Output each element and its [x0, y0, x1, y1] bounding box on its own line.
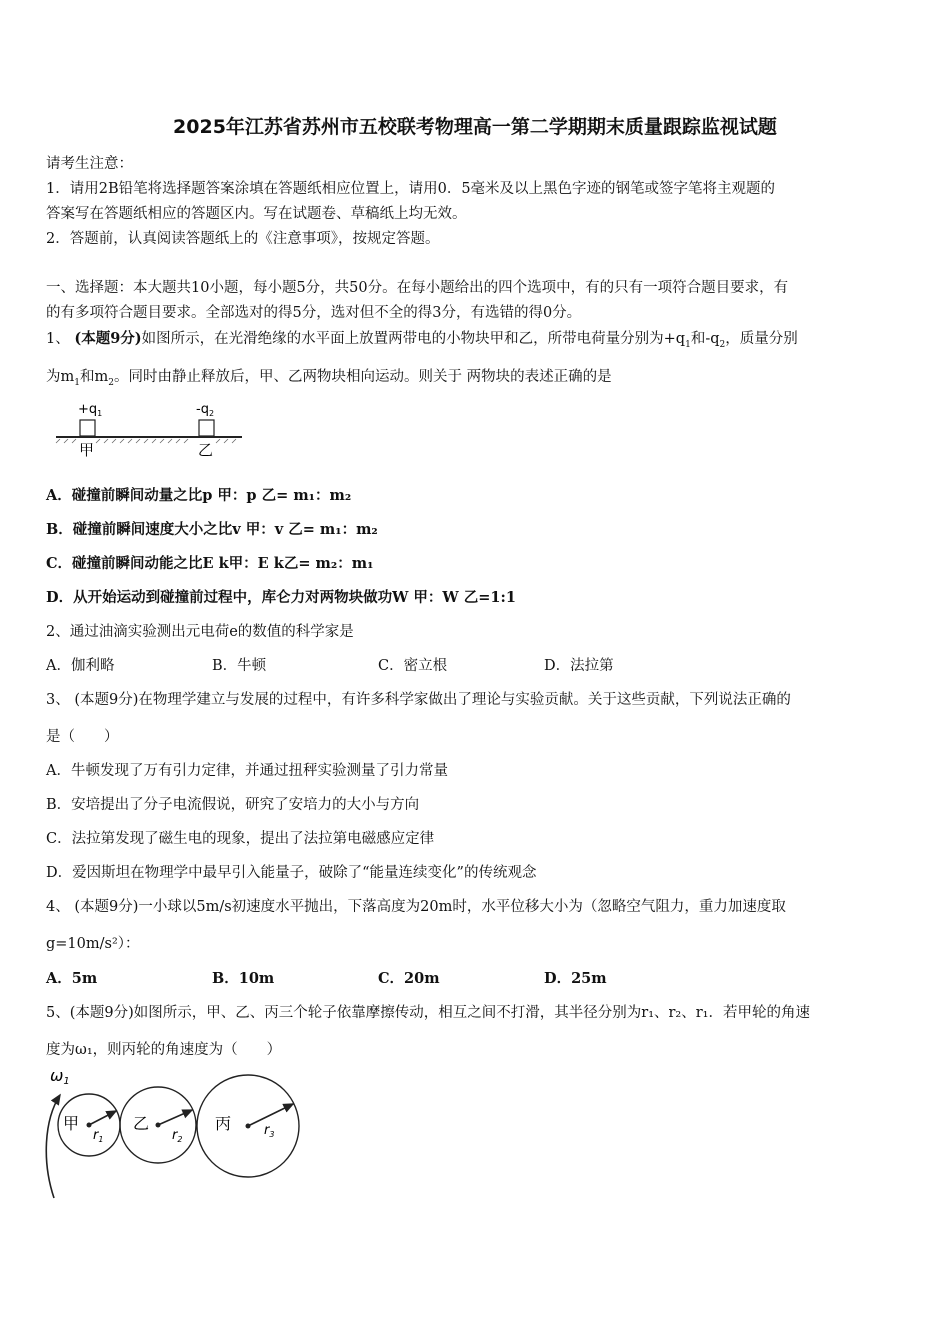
- q5-wheel-yi-name: 乙: [133, 1114, 150, 1133]
- q1-sub2: 2: [719, 339, 726, 350]
- q5-stem-line2: 度为ω₁，则丙轮的角速度为（ ）: [46, 1042, 282, 1058]
- q5-radius-bing: [248, 1104, 293, 1126]
- q1-text2c: 。同时由静止释放后，甲、乙两物块相向运动。则关于 两物块的表述正确的是: [113, 369, 612, 385]
- notice-item-2: 2．答题前，认真阅读答题纸上的《注意事项》，按规定答题。: [46, 231, 440, 247]
- q1-block-jia: [80, 420, 95, 436]
- q5-omega-label: ω1: [50, 1066, 70, 1087]
- q5-rotation-arrow: [46, 1095, 60, 1198]
- q5-radius-yi: [158, 1110, 192, 1125]
- q1-text1c: ，质量分别: [725, 331, 798, 347]
- q1-text2b-sub: 2: [108, 377, 114, 388]
- q2-option-a[interactable]: A．伽利略: [46, 658, 115, 674]
- q4-option-a[interactable]: A．5m: [46, 970, 98, 987]
- q1-option-b[interactable]: B．碰撞前瞬间速度大小之比v 甲：v 乙= m₁：m₂: [46, 521, 378, 538]
- section-heading: 一、选择题：本大题共10小题，每小题5分，共50分。在每小题给出的四个选项中，有的只有一项符合题目要求，有: [46, 280, 789, 296]
- q5-radius-jia: [89, 1111, 116, 1125]
- q1-text2a-sub: 1: [74, 377, 80, 388]
- q5-radius-label-jia: $r_1$: [93, 1128, 104, 1144]
- q1-score: (本题9分): [74, 330, 142, 347]
- q1-text1b: 和-q: [690, 331, 720, 347]
- q5-wheel-jia-name: 甲: [63, 1114, 80, 1133]
- notice-item-1-cont: 答案写在答题纸相应的答题区内。写在试题卷、草稿纸上均无效。: [46, 206, 467, 222]
- q4-options: [46, 967, 908, 988]
- q1-text1: 如图所示，在光滑绝缘的水平面上放置两带电的小物块甲和乙，所带电荷量分别为+q: [141, 331, 686, 347]
- section-heading-cont: 的有多项符合题目要求。全部选对的得5分，选对但不全的得3分，有选错的得0分。: [46, 305, 582, 321]
- q2-option-d[interactable]: D．法拉第: [544, 658, 614, 674]
- q3-option-a[interactable]: A．牛顿发现了万有引力定律，并通过扭秤实验测量了引力常量: [46, 763, 448, 779]
- q4-option-b[interactable]: B．10m: [212, 970, 275, 987]
- q1-label-jia: 甲: [79, 441, 95, 459]
- notice-heading: 请考生注意：: [46, 156, 133, 172]
- q1-prefix: 1、: [46, 331, 70, 347]
- q5-wheel-bing-name: 丙: [215, 1114, 232, 1133]
- q3-option-d[interactable]: D．爱因斯坦在物理学中最早引入能量子，破除了“能量连续变化”的传统观念: [46, 865, 537, 881]
- q3-stem-line1: 3、 (本题9分)在物理学建立与发展的过程中，有许多科学家做出了理论与实验贡献。关于这些贡献，下列说法正确的: [46, 692, 791, 708]
- q2-options: [46, 654, 908, 675]
- q4-stem-line1: 4、 (本题9分)一小球以5m/s初速度水平抛出，下落高度为20m时，水平位移大小为（忽略空气阻力，重力加速度取: [46, 899, 786, 915]
- q5-stem-line1: 5、(本题9分)如图所示，甲、乙、丙三个轮子依靠摩擦传动，相互之间不打滑，其半径分别为r₁、r₂、r₁．若甲轮的角速: [46, 1005, 810, 1021]
- page-title: 2025年江苏省苏州市五校联考物理高一第二学期期末质量跟踪监视试题: [173, 116, 777, 138]
- q1-figure-label-q1: $+q_1$: [78, 402, 103, 418]
- q1-text2b: 和m: [79, 369, 109, 385]
- q5-figure: [40, 1062, 305, 1204]
- q3-option-c[interactable]: C．法拉第发现了磁生电的现象，提出了法拉第电磁感应定律: [46, 831, 435, 847]
- q1-option-d[interactable]: D．从开始运动到碰撞前过程中，库仑力对两物块做功W 甲：W 乙=1:1: [46, 589, 516, 606]
- q1-text2a: 为m: [46, 369, 75, 385]
- q1-figure-label-q2: $-q_2$: [196, 402, 215, 418]
- q1-option-a[interactable]: A．碰撞前瞬间动量之比p 甲：p 乙= m₁：m₂: [46, 487, 352, 504]
- q3-option-b[interactable]: B．安培提出了分子电流假说，研究了安培力的大小与方向: [46, 797, 420, 813]
- q1-block-yi: [199, 420, 214, 436]
- q5-radius-label-bing: $r_3$: [264, 1123, 275, 1139]
- q2-option-c[interactable]: C．密立根: [378, 658, 448, 674]
- q1-sub1: 1: [685, 339, 691, 350]
- q1-stem-line1: [46, 327, 908, 350]
- q2-stem: 2、通过油滴实验测出元电荷e的数值的科学家是: [46, 624, 354, 640]
- q1-label-yi: 乙: [198, 441, 214, 459]
- q4-option-c[interactable]: C．20m: [378, 970, 440, 987]
- q4-option-d[interactable]: D．25m: [544, 970, 607, 987]
- q1-figure: [52, 398, 247, 462]
- q2-option-b[interactable]: B．牛顿: [212, 658, 267, 674]
- q5-radius-label-yi: $r_2$: [172, 1128, 183, 1144]
- notice-item-1: 1．请用2B铅笔将选择题答案涂填在答题纸相应位置上，请用0．5毫米及以上黑色字迹的钢笔或签字笔将主观题的: [46, 181, 776, 197]
- q3-stem-line2: 是（ ）: [46, 729, 119, 745]
- q1-option-c[interactable]: C．碰撞前瞬间动能之比E k甲：E k乙= m₂：m₁: [46, 555, 374, 572]
- q4-stem-line2: g=10m/s²）：: [46, 936, 140, 952]
- q1-stem-line2: [46, 365, 908, 388]
